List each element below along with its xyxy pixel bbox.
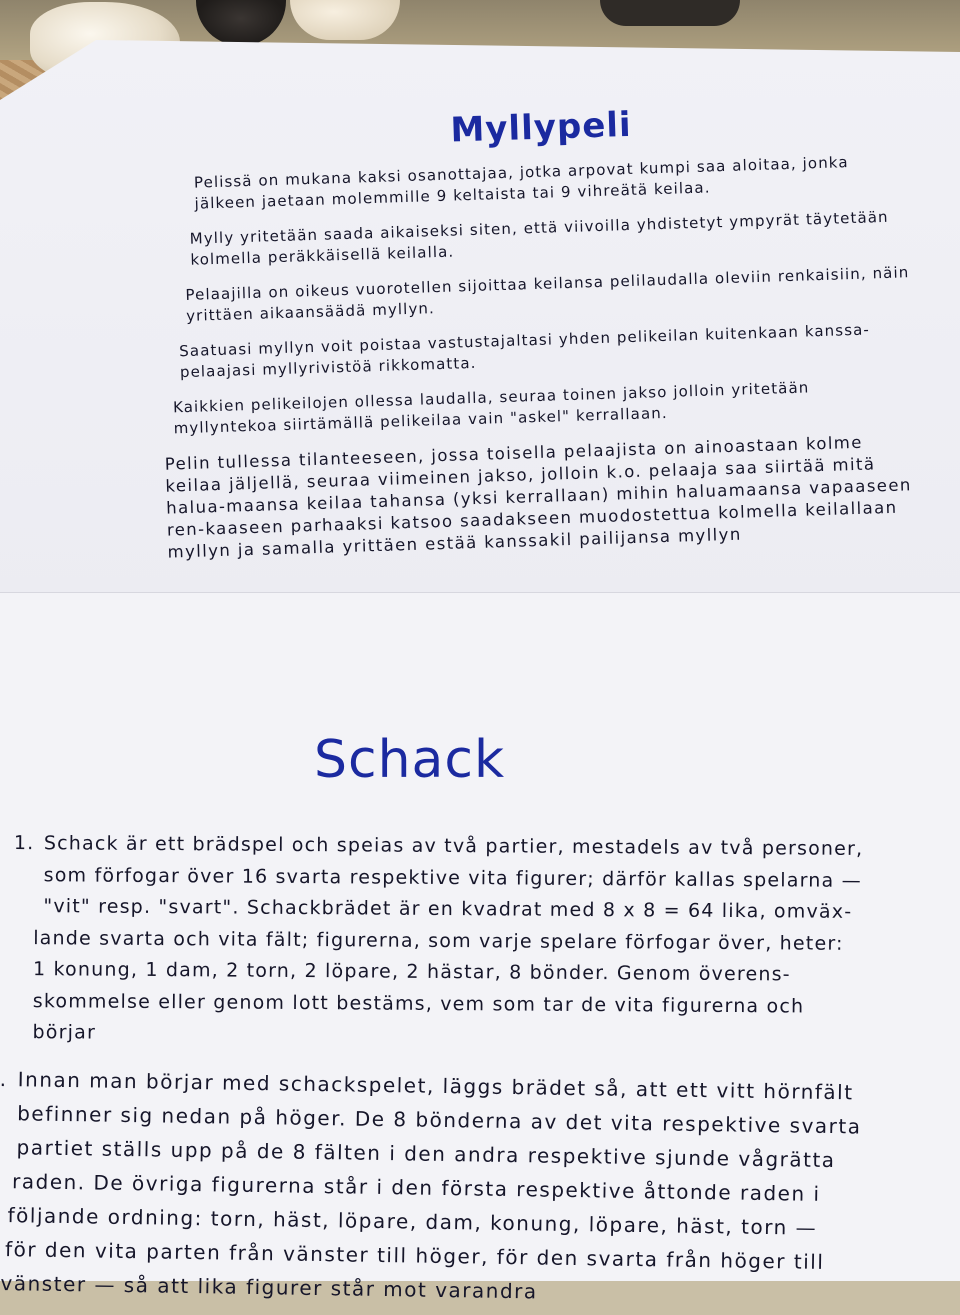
myllypeli-section — [150, 96, 924, 578]
rule-line: som förfogar över 16 svarta respektive vita figurer; därför kallas spelarna — — [43, 863, 862, 892]
rule-number: 1. — [13, 831, 35, 855]
myllypeli-paragraph: Pelin tullessa tilanteeseen, jossa toisella pelaajista on ainoastaan kolme keilaa jäljellä, seuraa viimeinen jakso, jolloin k.o. pelaaja saa siirtää mitä halua-maansa keilaa tahansa (yksi kerrallaan) mihin haluamaansa vapaaseen ren-kaaseen parhaaksi katsoo saadakseen muodostettua kolmella keilallaan myllyn ja samalla yrittäen estää kanssakil pailijansa myllyn — [164, 432, 913, 562]
rule-line: vänster — så att lika figurer står mot varandra — [0, 1271, 538, 1304]
rule-line: 1 konung, 1 dam, 2 torn, 2 löpare, 2 hästar, 8 bönder. Genom överens- — [32, 958, 791, 986]
schack-rule-2 — [0, 1062, 940, 1315]
myllypeli-paragraph: Mylly yritetään saada aikaiseksi siten, että viivoilla yhdistetyt ympyrät täytetään kolmella peräkkäisellä keilalla. — [189, 207, 889, 269]
myllypeli-paragraph: Pelissä on mukana kaksi osanottajaa, jotka arpovat kumpi saa aloitaa, jonka jälkeen jaetaan molemmille 9 keltaista tai 9 vihreätä keilaa. — [193, 153, 849, 213]
rule-line: följande ordning: torn, häst, löpare, dam, konung, löpare, häst, torn — — [7, 1203, 818, 1240]
rule-line: raden. De övriga figurerna står i den första respektive åttonde raden i — [11, 1169, 821, 1206]
rule-line: för den vita parten från vänster till höger, för den svarta från höger till — [4, 1237, 825, 1274]
myllypeli-paragraph: Kaikkien pelikeilojen ollessa laudalla, seuraa toinen jakso jolloin yritetään myllyntekoa siirtämällä pelikeilaa vain "askel" kerrallaan. — [172, 378, 810, 438]
dark-object — [600, 0, 740, 26]
rule-number: . — [0, 1066, 8, 1092]
rule-line: Schack är ett brädspel och speias av två partier, mestadels av två personer, — [43, 832, 864, 860]
myllypeli-paragraph: Saatuasi myllyn voit poistaa vastustajaltasi yhden pelikeilan kuitenkaan kanssa-pelaajasi myllyrivistöä rikkomatta. — [178, 320, 871, 382]
rule-line: partiet ställs upp på de 8 fälten i den andra respektive sjunde vågrätta — [16, 1135, 836, 1173]
myllypeli-title: Myllypeli — [449, 104, 633, 151]
rule-line: befinner sig nedan på höger. De 8 bönderna av det vita respektive svarta — [17, 1101, 862, 1139]
rule-line: börjar — [32, 1021, 97, 1044]
schack-rule-1 — [12, 828, 944, 1055]
rule-line: skommelse eller genom lott bestäms, vem som tar de vita figurerna och — [32, 989, 805, 1018]
rule-line: "vit" resp. "svart". Schackbrädet är en kvadrat med 8 x 8 = 64 lika, omväx- — [43, 895, 853, 923]
rule-line: Innan man börjar med schackspelet, läggs brädet så, att ett vitt hörnfält — [17, 1067, 854, 1105]
myllypeli-paragraph: Pelaajilla on oikeus vuorotellen sijoittaa keilansa pelilaudalla oleviin renkaisiin, näin yrittäen aikaansäädä myllyn. — [185, 263, 910, 325]
schack-title: Schack — [314, 730, 506, 790]
rule-line: lande svarta och vita fält; figurerna, som varje spelare förfogar över, heter: — [33, 926, 844, 955]
